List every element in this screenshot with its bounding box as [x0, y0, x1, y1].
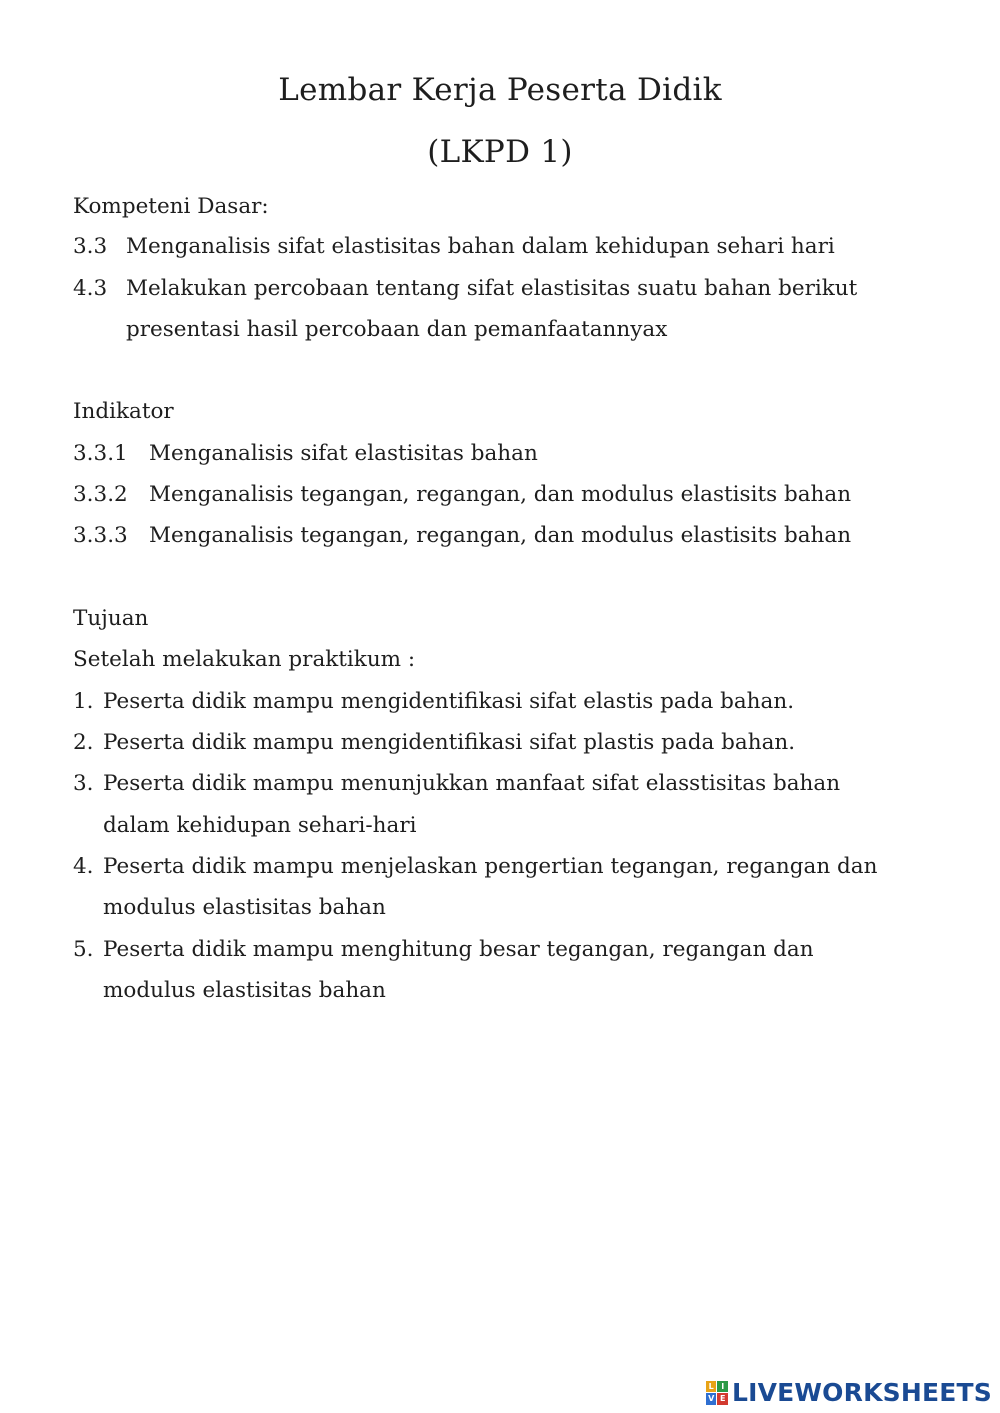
page-title: Lembar Kerja Peserta Didik: [278, 72, 722, 108]
kompetensi-heading: Kompeteni Dasar:: [73, 194, 269, 219]
tujuan-item: [73, 770, 840, 798]
tujuan-item-continuation: [73, 894, 386, 922]
indikator-number: 3.3.1: [73, 441, 128, 466]
indikator-number: 3.3.2: [73, 482, 128, 507]
indikator-item: [73, 440, 538, 468]
tujuan-text: modulus elastisitas bahan: [103, 895, 386, 920]
indikator-item: [73, 481, 851, 509]
kompetensi-item-continuation: [73, 316, 667, 344]
kompetensi-number: 3.3: [73, 234, 108, 259]
tujuan-number: 1.: [73, 689, 94, 714]
kompetensi-text: presentasi hasil percobaan dan pemanfaatannyax: [126, 317, 668, 342]
tujuan-item: [73, 936, 814, 964]
tujuan-intro: Setelah melakukan praktikum :: [73, 647, 416, 672]
tujuan-item: [73, 853, 877, 881]
indikator-heading: Indikator: [73, 399, 174, 424]
liveworksheets-watermark: [706, 1378, 992, 1407]
page-subtitle: (LKPD 1): [427, 134, 573, 170]
tujuan-heading: Tujuan: [73, 606, 149, 631]
tujuan-number: 5.: [73, 937, 94, 962]
tujuan-text: Peserta didik mampu menunjukkan manfaat sifat elasstisitas bahan: [103, 771, 841, 796]
kompetensi-number: 4.3: [73, 276, 108, 301]
tujuan-number: 2.: [73, 730, 94, 755]
kompetensi-item: [73, 275, 857, 303]
tujuan-text: Peserta didik mampu mengidentifikasi sifat elastis pada bahan.: [103, 689, 795, 714]
indikator-text: Menganalisis sifat elastisitas bahan: [149, 441, 538, 466]
liveworksheets-logo-icon: L I V E: [706, 1381, 728, 1405]
tujuan-text: Peserta didik mampu menghitung besar tegangan, regangan dan: [103, 937, 814, 962]
tujuan-text: dalam kehidupan sehari-hari: [103, 813, 417, 838]
indikator-item: [73, 522, 851, 550]
watermark-text: LIVEWORKSHEETS: [731, 1378, 992, 1407]
indikator-number: 3.3.3: [73, 523, 128, 548]
tujuan-item: [73, 729, 795, 757]
indikator-text: Menganalisis tegangan, regangan, dan modulus elastisits bahan: [149, 523, 852, 548]
tujuan-item-continuation: [73, 812, 417, 840]
tujuan-text: modulus elastisitas bahan: [103, 978, 386, 1003]
tujuan-text: Peserta didik mampu mengidentifikasi sifat plastis pada bahan.: [103, 730, 796, 755]
kompetensi-item: [73, 233, 835, 261]
indikator-text: Menganalisis tegangan, regangan, dan modulus elastisits bahan: [149, 482, 852, 507]
tujuan-text: Peserta didik mampu menjelaskan pengertian tegangan, regangan dan: [103, 854, 878, 879]
tujuan-item: [73, 688, 794, 716]
tujuan-item-continuation: [73, 977, 386, 1005]
kompetensi-text: Melakukan percobaan tentang sifat elastisitas suatu bahan berikut: [126, 276, 858, 301]
kompetensi-text: Menganalisis sifat elastisitas bahan dalam kehidupan sehari hari: [126, 234, 835, 259]
tujuan-number: 3.: [73, 771, 94, 796]
tujuan-number: 4.: [73, 854, 94, 879]
